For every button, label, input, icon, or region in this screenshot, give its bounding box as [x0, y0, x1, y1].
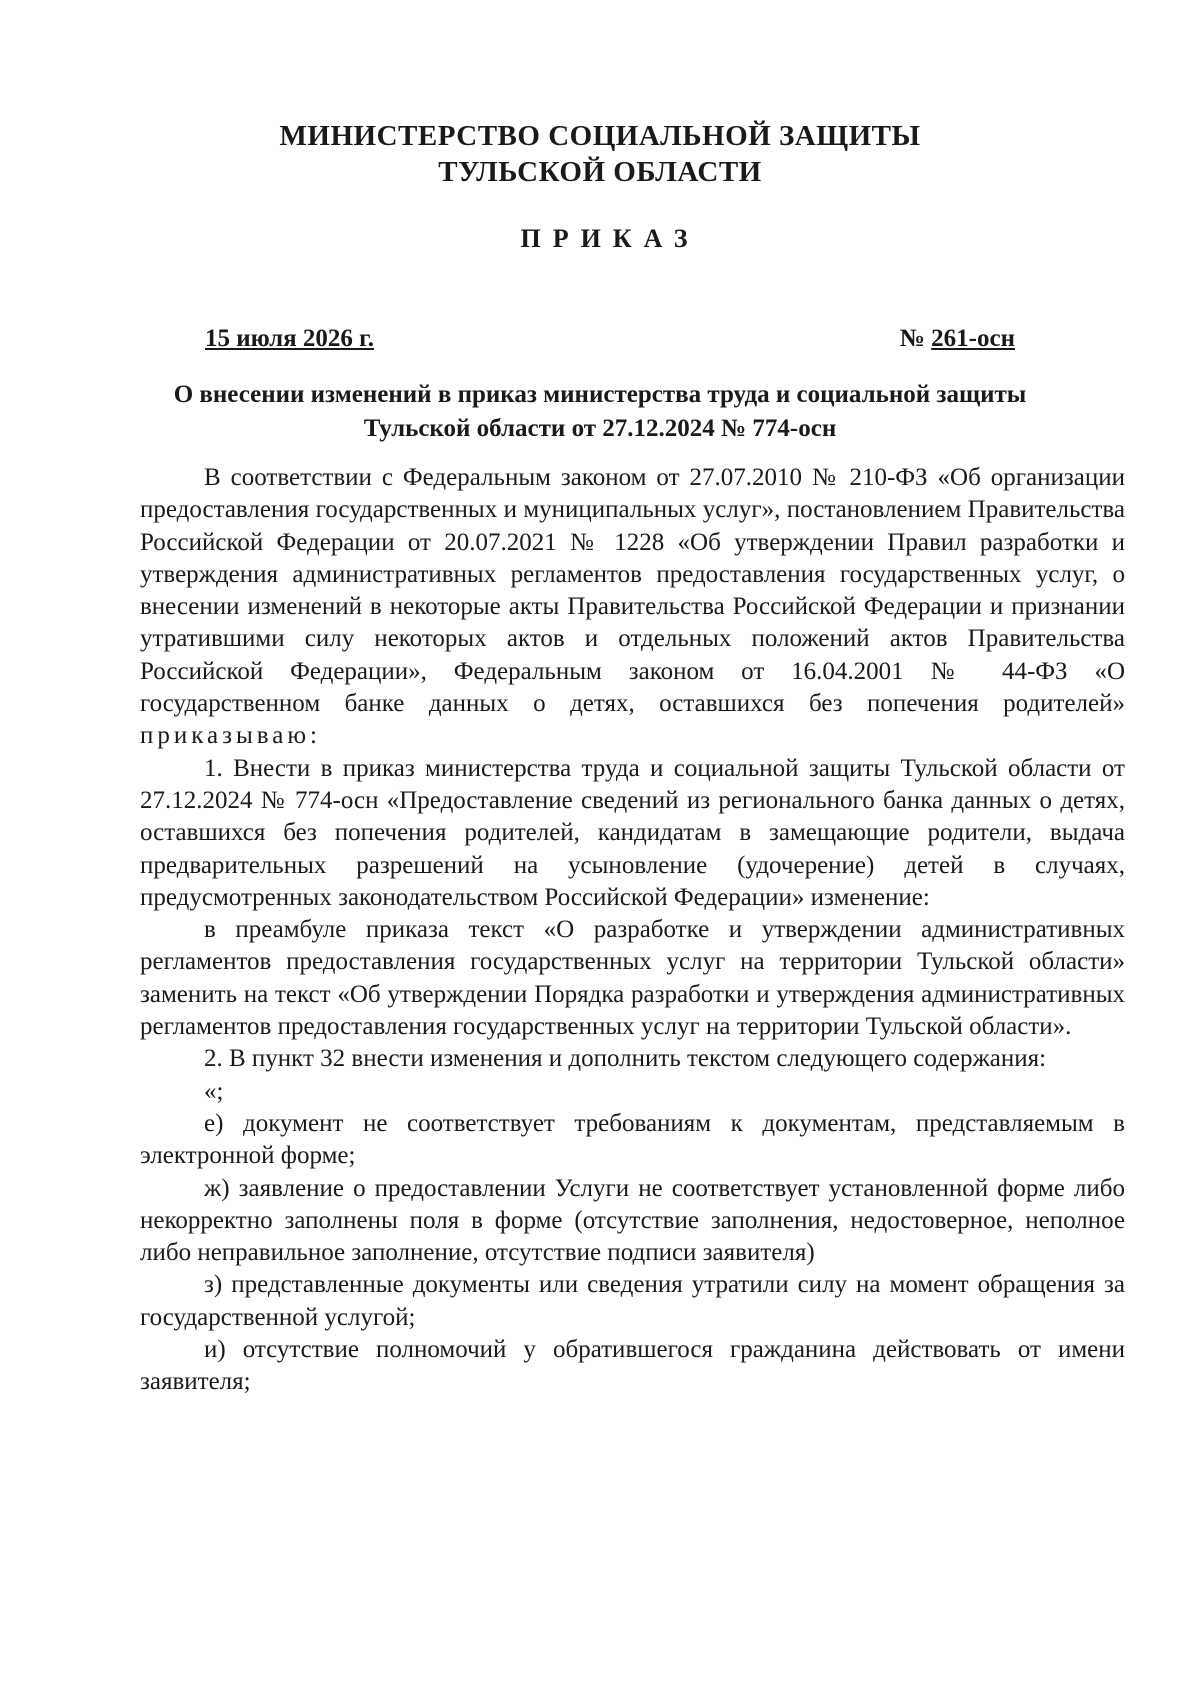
order-date: 15 июля 2026 г. [205, 325, 374, 352]
order-number [900, 325, 1015, 353]
item-i-paragraph: и) отсутствие полномочий у обратившегося гражданина действовать от имени заявителя; [140, 1336, 1125, 1396]
document-type-title: ПРИКАЗ [520, 224, 700, 253]
subject-line1: О внесении изменений в приказ министерства труда и социальной защиты [173, 381, 1027, 408]
order-subject [0, 378, 1200, 446]
quote-open: «; [204, 1077, 224, 1105]
order-number-value: 261-осн [931, 325, 1015, 352]
order-body [140, 462, 1125, 1399]
item-2-paragraph: 2. В пункт 32 внести изменения и дополнить текстом следующего содержания: [204, 1045, 1047, 1073]
preamble-text: В соответствии с Федеральным законом от 27.07.2010 № 210-ФЗ «Об организации предоставления государственных и муниципальных услуг», постановлением Правительства Российской Федерации от 20.07.2021 № 1228 «Об утверждении Правил разработки и утверждения административных регламентов предоставления государственных услуг, о внесении изменений в некоторые акты Правительства Российской Федерации и признании утратившими силу некоторых актов и отдельных положений актов Правительства Российской Федерации», Федеральным законом от 16.04.2001 № 44-ФЗ «О государственном банке данных о детях, оставшихся без попечения родителей» [140, 464, 1125, 718]
item-zh-paragraph: ж) заявление о предоставлении Услуги не соответствует установленной форме либо некорректно заполнены поля в форме (отсутствие заполнения, недостоверное, неполное либо неправильное заполнение, отсутствие подписи заявителя) [140, 1174, 1125, 1267]
item-1-sub-paragraph: в преамбуле приказа текст «О разработке и утверждении административных регламентов предоставления государственных услуг на территории Тульской области» заменить на текст «Об утверждении Порядка разработки и утверждения административных регламентов предоставления государственных услуг на территории Тульской области». [140, 916, 1125, 1041]
item-1-paragraph: 1. Внести в приказ министерства труда и социальной защиты Тульской области от 27.12.2024 № 774-осн «Предоставление сведений из регионального банка данных о детях, оставшихся без попечения родителей, кандидатам в замещающие родители, выдача предварительных разрешений на усыновление (удочерение) детей в случаях, предусмотренных законодательством Российской Федерации» изменение: [140, 754, 1125, 911]
ministry-name-line1: МИНИСТЕРСТВО СОЦИАЛЬНОЙ ЗАЩИТЫ [279, 120, 921, 152]
item-z-paragraph: з) представленные документы или сведения утратили силу на момент обращения за государственной услугой; [140, 1271, 1125, 1331]
order-word: приказываю: [140, 722, 321, 750]
ministry-header [0, 118, 1200, 190]
ministry-name-line2: ТУЛЬСКОЙ ОБЛАСТИ [438, 156, 762, 188]
order-number-prefix: № [899, 325, 932, 352]
preamble-paragraph [140, 462, 1125, 753]
subject-line2: Тульской области от 27.12.2024 № 774-осн [363, 415, 837, 442]
item-e-paragraph: е) документ не соответствует требованиям к документам, представляемым в электронной форме; [140, 1109, 1125, 1170]
